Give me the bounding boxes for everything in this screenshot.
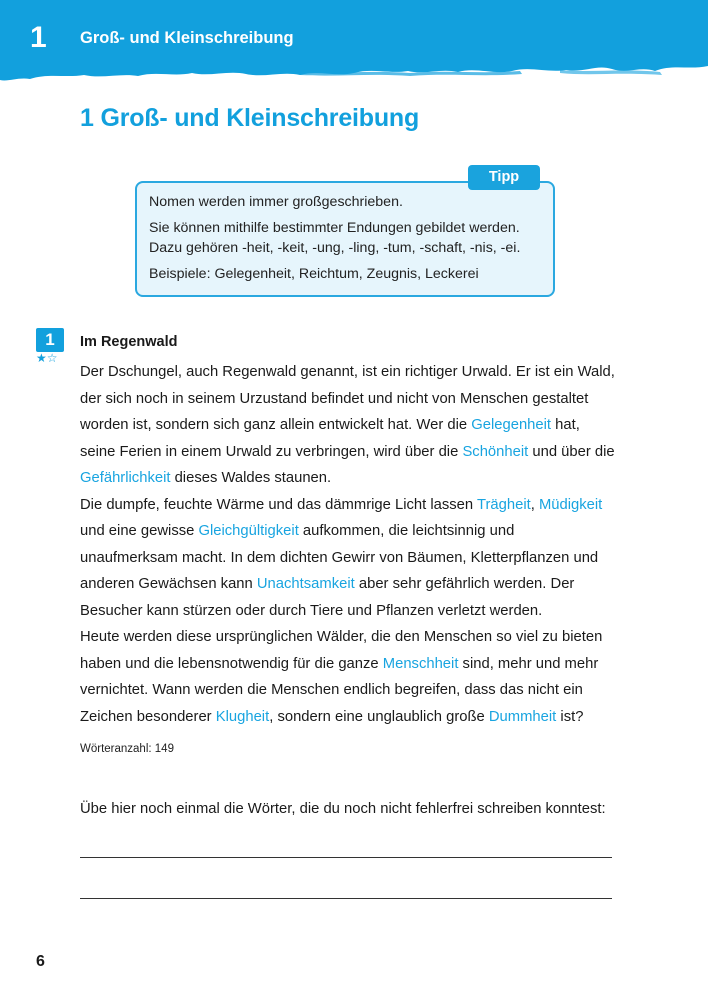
highlighted-noun: Dummheit xyxy=(488,708,557,725)
story-text-segment: und eine gewisse xyxy=(80,523,199,539)
highlighted-noun: Müdigkeit xyxy=(538,496,603,513)
practice-instruction: Übe hier noch einmal die Wörter, die du noch nicht fehlerfrei schreiben konntest: xyxy=(80,801,606,817)
story-line xyxy=(80,545,620,572)
writing-line[interactable] xyxy=(80,898,612,899)
story-text-segment: Die dumpfe, feuchte Wärme und das dämmrige Licht lassen xyxy=(80,496,477,513)
tip-line: Dazu gehören -heit, -keit, -ung, -ling, -tum, -schaft, -nis, -ei. xyxy=(149,240,521,256)
story-line xyxy=(80,386,620,413)
story-line xyxy=(80,598,620,625)
word-count: Wörteranzahl: 149 xyxy=(80,743,174,755)
writing-line[interactable] xyxy=(80,857,612,858)
highlighted-noun: Trägheit xyxy=(476,496,531,513)
story-text-segment: worden ist, sondern sich ganz allein entwickelt hat. Wer die xyxy=(80,417,472,433)
story-line xyxy=(80,571,620,598)
story-text-segment: und über die xyxy=(528,443,615,460)
story-text-segment: Zeichen besonderer xyxy=(80,708,216,725)
story-text-segment: ist? xyxy=(556,708,584,725)
story-line xyxy=(80,359,620,386)
story-line xyxy=(80,704,620,731)
story-line xyxy=(80,677,620,704)
highlighted-noun: Unachtsamkeit xyxy=(256,576,355,592)
story-text-segment: vernichtet. Wann werden die Menschen endlich begreifen, dass das nicht ein xyxy=(80,682,583,698)
difficulty-stars-icon: ★☆ xyxy=(36,351,58,365)
story-text-segment: haben und die lebensnotwendig für die ganze xyxy=(80,655,383,672)
tip-line: Sie können mithilfe bestimmter Endungen gebildet werden. xyxy=(149,220,520,236)
tip-line: Nomen werden immer großgeschrieben. xyxy=(149,194,403,210)
exercise-number: 1 xyxy=(36,328,64,352)
story-text-segment: hat, xyxy=(551,417,580,433)
tip-badge: Tipp xyxy=(468,165,540,190)
highlighted-noun: Schönheit xyxy=(462,443,529,460)
highlighted-noun: Klugheit xyxy=(215,708,270,725)
story-line xyxy=(80,492,620,519)
story-line xyxy=(80,624,620,651)
story-line xyxy=(80,439,620,466)
story-text xyxy=(80,359,620,730)
story-line xyxy=(80,465,620,492)
page-title: 1 Groß- und Kleinschreibung xyxy=(80,104,420,132)
story-text-segment: sind, mehr und mehr xyxy=(458,655,599,672)
story-text-segment: aber sehr gefährlich werden. Der xyxy=(354,576,575,592)
tip-box xyxy=(135,181,555,297)
story-text-segment: seine Ferien in einem Urwald zu verbringen, wird über die xyxy=(80,443,463,460)
page-number: 6 xyxy=(36,953,45,970)
chapter-number: 1 xyxy=(30,21,47,54)
story-text-segment: , xyxy=(530,496,539,513)
highlighted-noun: Gleichgültigkeit xyxy=(198,523,299,539)
highlighted-noun: Gefährlichkeit xyxy=(80,470,171,486)
story-text-segment: aufkommen, die leichtsinnig und xyxy=(298,523,515,539)
story-text-segment: unaufmerksam macht. In dem dichten Gewirr von Bäumen, Kletterpflanzen und xyxy=(80,549,599,566)
story-text-segment: Heute werden diese ursprünglichen Wälder, die den Menschen so viel zu bieten xyxy=(80,629,603,645)
story-line xyxy=(80,651,620,678)
story-line xyxy=(80,412,620,439)
story-text-segment: dieses Waldes staunen. xyxy=(170,470,332,486)
story-text-segment: , sondern eine unglaublich große xyxy=(269,708,489,725)
story-text-segment: Besucher kann stürzen oder durch Tiere und Pflanzen verletzt werden. xyxy=(80,602,543,619)
story-text-segment: der sich noch in seinem Urzustand befindet und nicht von Menschen gestaltet xyxy=(80,390,589,407)
chapter-banner xyxy=(0,0,708,90)
highlighted-noun: Gelegenheit xyxy=(471,417,552,433)
story-text-segment: Der Dschungel, auch Regenwald genannt, ist ein richtiger Urwald. Er ist ein Wald, xyxy=(80,364,615,380)
exercise-title: Im Regenwald xyxy=(80,334,178,350)
story-line xyxy=(80,518,620,545)
tip-line: Beispiele: Gelegenheit, Reichtum, Zeugnis, Leckerei xyxy=(149,266,479,282)
story-text-segment: anderen Gewächsen kann xyxy=(80,576,257,592)
chapter-title: Groß- und Kleinschreibung xyxy=(80,29,294,47)
highlighted-noun: Menschheit xyxy=(382,655,459,672)
